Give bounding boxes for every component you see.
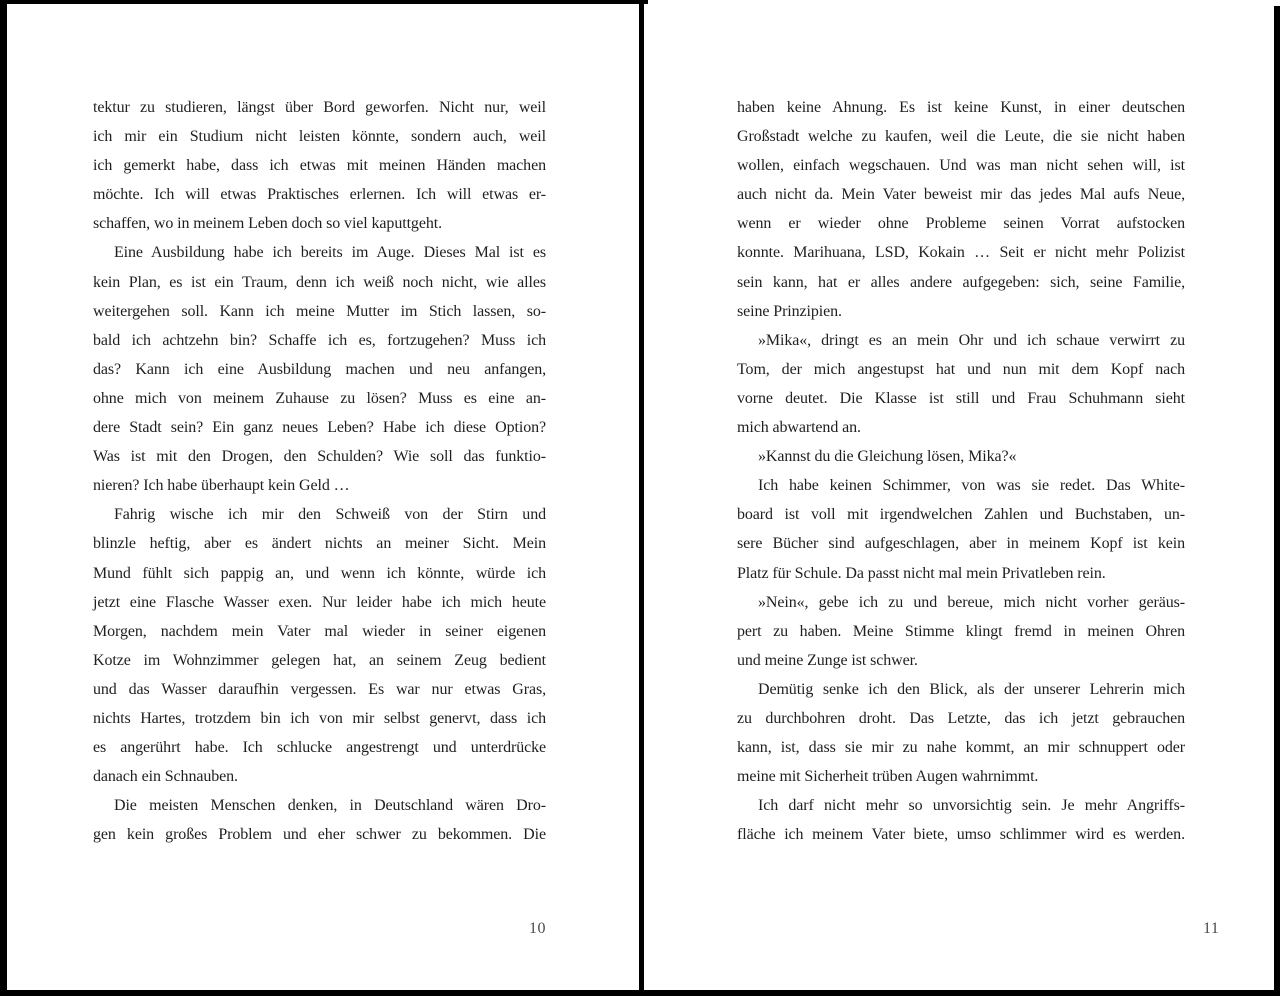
left-page-text	[93, 93, 546, 849]
text-line: tektur zu studieren, längst über Bord geworfen. Nicht nur, weil	[93, 99, 546, 116]
text-line: konnte. Marihuana, LSD, Kokain … Seit er nicht mehr Polizist	[737, 244, 1185, 262]
text-line: Die meisten Menschen denken, in Deutschland wären Dro-	[114, 797, 546, 815]
text-line: es angerührt habe. Ich schlucke angestrengt und unterdrücke	[93, 739, 546, 757]
page-gutter-divider	[639, 0, 644, 996]
left-page-number: 10	[529, 920, 546, 937]
text-line: meine mit Sicherheit trüben Augen wahrnimmt.	[737, 768, 1039, 786]
text-line: Was ist mit den Drogen, den Schulden? Wie soll das funktio-	[93, 448, 546, 466]
text-line: wollen, einfach wegschauen. Und was man nicht sehen will, ist	[737, 157, 1185, 175]
text-line: jetzt eine Flasche Wasser exen. Nur leider habe ich mich heute	[93, 593, 546, 611]
text-line: ich mir ein Studium nicht leisten könnte, sondern auch, weil	[93, 128, 546, 146]
text-line: dere Stadt sein? Ein ganz neues Leben? Habe ich diese Option?	[93, 419, 546, 437]
text-line: sein kann, hat er alles andere aufgegeben: sich, seine Familie,	[737, 273, 1185, 291]
text-line: Großstadt welche zu kaufen, weil die Leute, die sie nicht haben	[737, 128, 1185, 146]
scan-border-left	[0, 0, 7, 996]
right-page-number: 11	[1203, 920, 1220, 937]
text-line: zu durchbohren droht. Das Letzte, das ich jetzt gebrauchen	[737, 709, 1185, 727]
text-line: Fahrig wische ich mir den Schweiß von der Stirn und	[114, 506, 546, 524]
text-line: weitergehen soll. Kann ich meine Mutter im Stich lassen, so-	[93, 302, 546, 320]
text-line: pert zu haben. Meine Stimme klingt fremd in meinen Ohren	[737, 622, 1185, 640]
scan-border-top	[0, 0, 648, 4]
text-line: kein Plan, es ist ein Traum, denn ich weiß noch nicht, wie alles	[93, 273, 546, 291]
text-line: »Mika«, dringt es an mein Ohr und ich schaue verwirrt zu	[758, 331, 1185, 349]
text-line: das? Kann ich eine Ausbildung machen und neu anfangen,	[93, 360, 546, 378]
text-line: Ich habe keinen Schimmer, von was sie redet. Das White-	[758, 477, 1185, 495]
text-line: board ist voll mit irgendwelchen Zahlen und Buchstaben, un-	[737, 506, 1185, 524]
text-line: Mund fühlt sich pappig an, und wenn ich könnte, würde ich	[93, 564, 546, 582]
text-line: Kotze im Wohnzimmer gelegen hat, an seinem Zeug bedient	[93, 651, 546, 669]
text-line: nieren? Ich habe überhaupt kein Geld …	[93, 477, 350, 495]
text-line: möchte. Ich will etwas Praktisches erlernen. Ich will etwas er-	[93, 186, 546, 204]
text-line: gen kein großes Problem und eher schwer zu bekommen. Die	[93, 826, 546, 844]
text-line: haben keine Ahnung. Es ist keine Kunst, in einer deutschen	[737, 99, 1185, 116]
text-line: und meine Zunge ist schwer.	[737, 651, 918, 669]
text-line: »Nein«, gebe ich zu und bereue, mich nicht vorher geräus-	[758, 593, 1185, 611]
text-line: blinzle heftig, aber es ändert nichts an meiner Sicht. Mein	[93, 535, 546, 553]
text-line: Demütig senke ich den Blick, als der unserer Lehrerin mich	[758, 680, 1185, 698]
text-line: kann, ist, dass sie mir zu nahe kommt, an mir schnuppert oder	[737, 739, 1185, 757]
text-line: Platz für Schule. Da passt nicht mal mein Privatleben rein.	[737, 564, 1106, 582]
text-line: »Kannst du die Gleichung lösen, Mika?«	[758, 448, 1017, 466]
text-line: sere Bücher sind aufgeschlagen, aber in meinem Kopf ist kein	[737, 535, 1185, 553]
text-line: ich gemerkt habe, dass ich etwas mit meinen Händen machen	[93, 157, 546, 175]
scan-border-right	[1274, 6, 1280, 996]
text-line: wenn er wieder ohne Probleme seinen Vorrat aufstocken	[737, 215, 1185, 233]
text-line: vorne deutet. Die Klasse ist still und Frau Schuhmann sieht	[737, 389, 1185, 407]
text-line: nichts Hartes, trotzdem bin ich von mir selbst genervt, dass ich	[93, 709, 546, 727]
text-line: fläche ich meinem Vater biete, umso schlimmer wird es werden.	[737, 826, 1185, 844]
text-line: Tom, der mich angestupst hat und nun mit dem Kopf nach	[737, 360, 1185, 378]
text-line: ohne mich von meinem Zuhause zu lösen? Muss es eine an-	[93, 389, 546, 407]
text-line: Morgen, nachdem mein Vater mal wieder in seiner eigenen	[93, 622, 546, 640]
text-line: und das Wasser daraufhin vergessen. Es war nur etwas Gras,	[93, 680, 546, 698]
text-line: seine Prinzipien.	[737, 302, 842, 320]
right-page-text	[737, 93, 1185, 849]
text-line: bald ich achtzehn bin? Schaffe ich es, fortzugehen? Muss ich	[93, 331, 546, 349]
text-line: mich abwartend an.	[737, 419, 861, 437]
text-line: Eine Ausbildung habe ich bereits im Auge. Dieses Mal ist es	[114, 244, 546, 262]
text-line: schaffen, wo in meinem Leben doch so viel kaputtgeht.	[93, 215, 442, 233]
text-line: auch nicht da. Mein Vater beweist mir das jedes Mal aufs Neue,	[737, 186, 1185, 204]
text-line: danach ein Schnauben.	[93, 768, 238, 786]
text-line: Ich darf nicht mehr so unvorsichtig sein. Je mehr Angriffs-	[758, 797, 1185, 815]
